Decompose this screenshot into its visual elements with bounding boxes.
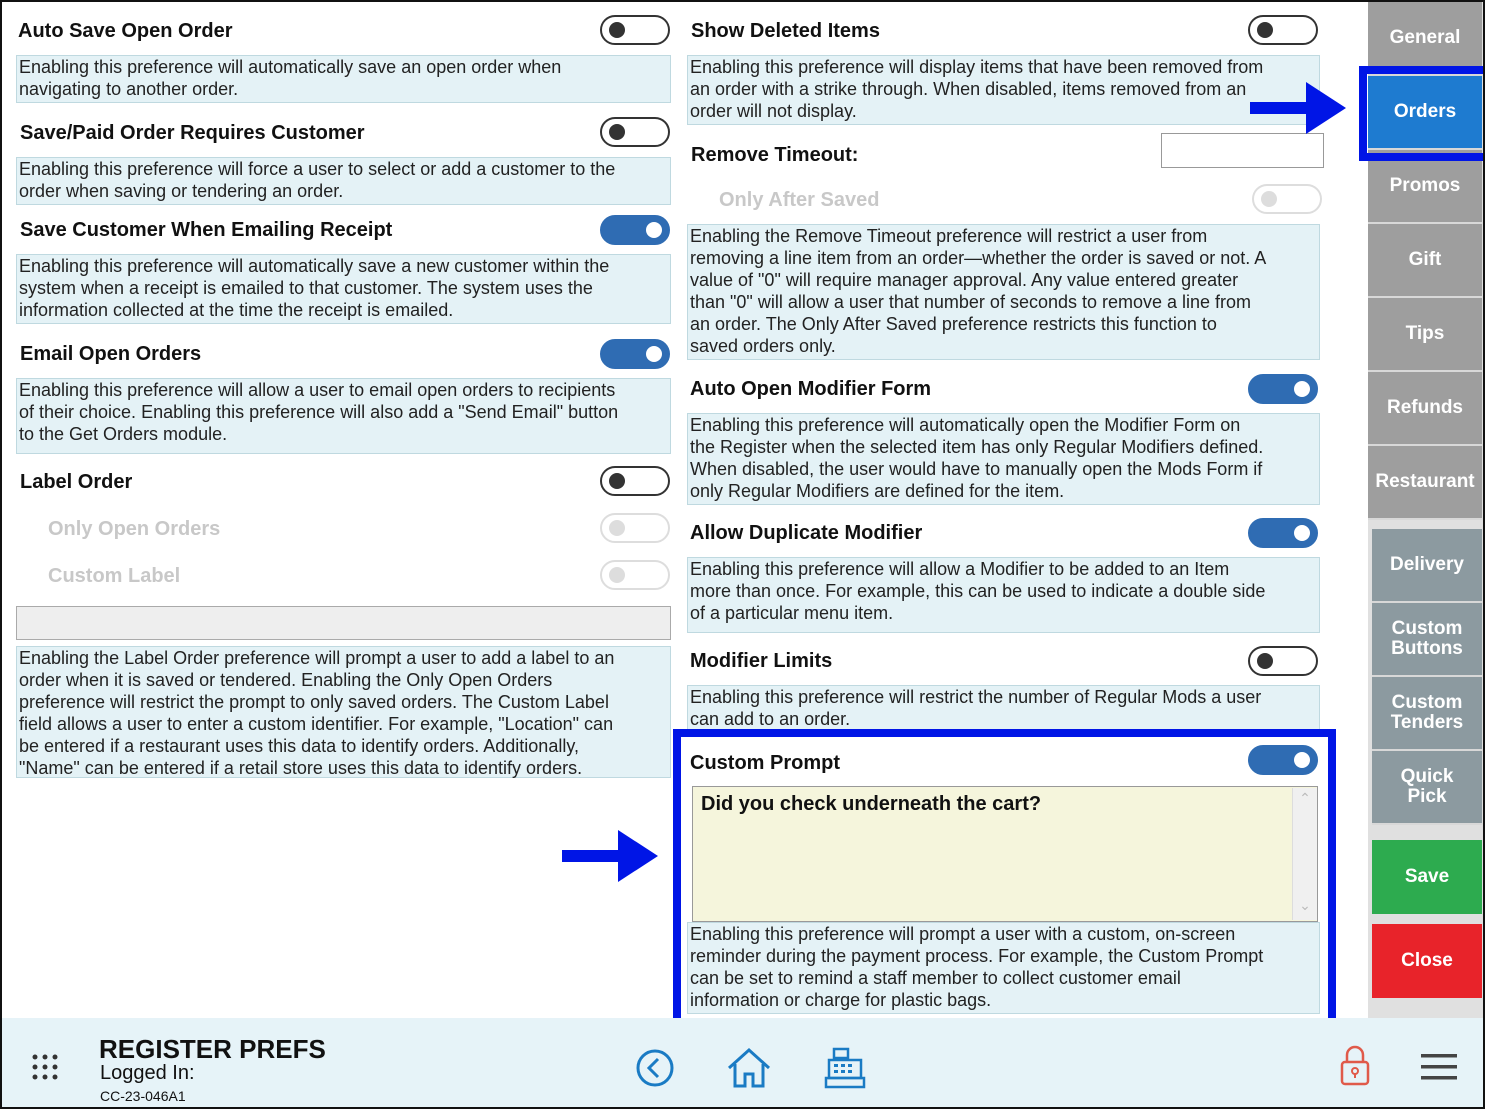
modifier-limits-toggle[interactable] bbox=[1248, 646, 1318, 676]
pref-title: Save/Paid Order Requires Customer bbox=[20, 122, 365, 144]
tab-general[interactable]: General bbox=[1368, 2, 1482, 76]
allow-duplicate-toggle[interactable] bbox=[1248, 518, 1318, 548]
page-title: REGISTER PREFS bbox=[99, 1034, 326, 1064]
only-open-orders-toggle[interactable] bbox=[600, 513, 670, 543]
home-icon[interactable] bbox=[726, 1046, 772, 1090]
pref-description: Enabling this preference will prompt a user with a custom, on-screen reminder during the payment process. For example, the Custom Prompt can be set to remind a staff member to collect customer email information or charge for plastic bags. bbox=[687, 922, 1320, 1014]
custom-prompt-text: Did you check underneath the cart? bbox=[701, 793, 1042, 815]
auto-save-toggle[interactable] bbox=[600, 15, 670, 45]
tab-quick-pick[interactable]: Quick Pick bbox=[1372, 751, 1482, 825]
pref-title-disabled: Only Open Orders bbox=[48, 518, 221, 540]
pref-description: Enabling the Label Order preference will prompt a user to add a label to an order when it is saved or tendered. Enabling the Only Open Orders preference will restrict the prompt to only saved orders. The Custom Label field allows a user to enter a custom identifier. For example, "Location" can be entered if a restaurant uses this data to identify orders. Additionally, "Name" can be entered if a retail store uses this data to identify orders. bbox=[16, 646, 671, 778]
remove-timeout-input[interactable] bbox=[1161, 133, 1324, 168]
email-open-orders-toggle[interactable] bbox=[600, 339, 670, 369]
logged-in-label: Logged In: bbox=[100, 1062, 195, 1084]
pref-title: Auto Open Modifier Form bbox=[690, 378, 932, 400]
tab-restaurant[interactable]: Restaurant bbox=[1368, 446, 1482, 520]
lock-icon[interactable] bbox=[1339, 1044, 1371, 1088]
pref-description: Enabling this preference will allow a user to email open orders to recipients of their choice. Enabling this preference will also add a "Send Email" button to the Get Orders module. bbox=[16, 378, 671, 454]
requires-customer-toggle[interactable] bbox=[600, 117, 670, 147]
tab-promos[interactable]: Promos bbox=[1368, 150, 1482, 224]
tab-custom-buttons[interactable]: Custom Buttons bbox=[1372, 603, 1482, 677]
tab-orders[interactable]: Orders bbox=[1368, 76, 1482, 150]
pref-title: Auto Save Open Order bbox=[18, 20, 233, 42]
apps-grid-icon[interactable] bbox=[32, 1054, 60, 1082]
pref-title: Modifier Limits bbox=[690, 650, 833, 672]
pref-title: Custom Prompt bbox=[690, 752, 840, 774]
tab-custom-tenders[interactable]: Custom Tenders bbox=[1372, 677, 1482, 751]
hamburger-menu-icon[interactable] bbox=[1421, 1052, 1457, 1082]
close-button[interactable]: Close bbox=[1372, 924, 1482, 998]
pref-description: Enabling this preference will automatically save an open order when navigating to another order. bbox=[16, 55, 671, 103]
register-icon[interactable] bbox=[824, 1046, 866, 1090]
show-deleted-toggle[interactable] bbox=[1248, 15, 1318, 45]
tab-delivery[interactable]: Delivery bbox=[1372, 529, 1482, 603]
pref-title: Label Order bbox=[20, 471, 133, 493]
pref-description: Enabling this preference will allow a Modifier to be added to an Item more than once. For example, this can be used to indicate a double side of a particular menu item. bbox=[687, 557, 1320, 633]
pref-description: Enabling the Remove Timeout preference will restrict a user from removing a line item from an order—whether the order is saved or not. A value of "0" will require manager approval. Any value entered greater than "0" will allow a user that number of seconds to remove a line from an order. The Only After Saved preference restricts this function to saved orders only. bbox=[687, 224, 1320, 360]
footer-bar bbox=[2, 1018, 1483, 1107]
pref-description: Enabling this preference will restrict the number of Regular Mods a user can add to an order. bbox=[687, 685, 1320, 731]
device-id: CC-23-046A1 bbox=[100, 1088, 186, 1104]
back-circle-icon[interactable] bbox=[635, 1048, 675, 1088]
only-after-saved-toggle[interactable] bbox=[1252, 184, 1322, 214]
tab-tips[interactable]: Tips bbox=[1368, 298, 1482, 372]
right-arrow-icon bbox=[1250, 82, 1346, 134]
custom-label-input[interactable] bbox=[16, 606, 671, 640]
custom-prompt-toggle[interactable] bbox=[1248, 745, 1318, 775]
textarea-scrollbar[interactable] bbox=[1292, 788, 1317, 920]
pref-description: Enabling this preference will display items that have been removed from an order with a strike through. When disabled, items removed from an order will not display. bbox=[687, 55, 1320, 125]
pref-title: Show Deleted Items bbox=[691, 20, 880, 42]
tab-gift[interactable]: Gift bbox=[1368, 224, 1482, 298]
custom-prompt-textarea[interactable] bbox=[692, 786, 1318, 922]
label-order-toggle[interactable] bbox=[600, 466, 670, 496]
save-button[interactable]: Save bbox=[1372, 840, 1482, 914]
auto-open-modifier-toggle[interactable] bbox=[1248, 374, 1318, 404]
scroll-down-icon: ⌄ bbox=[1299, 897, 1311, 913]
scroll-up-icon: ⌃ bbox=[1299, 790, 1311, 806]
custom-label-toggle[interactable] bbox=[600, 560, 670, 590]
pref-title: Email Open Orders bbox=[20, 343, 202, 365]
pref-description: Enabling this preference will automatically open the Modifier Form on the Register when the selected item has only Regular Modifiers defined. When disabled, the user would have to manually open the Mods Form if only Regular Modifiers are defined for the item. bbox=[687, 413, 1320, 505]
pref-title: Save Customer When Emailing Receipt bbox=[20, 219, 393, 241]
right-arrow-icon bbox=[562, 830, 658, 882]
pref-description: Enabling this preference will automatically save a new customer within the system when a receipt is emailed to that customer. The system uses the information collected at the time the receipt is emailed. bbox=[16, 254, 671, 324]
tab-refunds[interactable]: Refunds bbox=[1368, 372, 1482, 446]
pref-title-disabled: Only After Saved bbox=[719, 189, 880, 211]
pref-title: Allow Duplicate Modifier bbox=[690, 522, 923, 544]
save-customer-toggle[interactable] bbox=[600, 215, 670, 245]
pref-description: Enabling this preference will force a user to select or add a customer to the order when saving or tendering an order. bbox=[16, 157, 671, 205]
pref-title: Remove Timeout: bbox=[691, 144, 859, 166]
pref-title-disabled: Custom Label bbox=[48, 565, 181, 587]
